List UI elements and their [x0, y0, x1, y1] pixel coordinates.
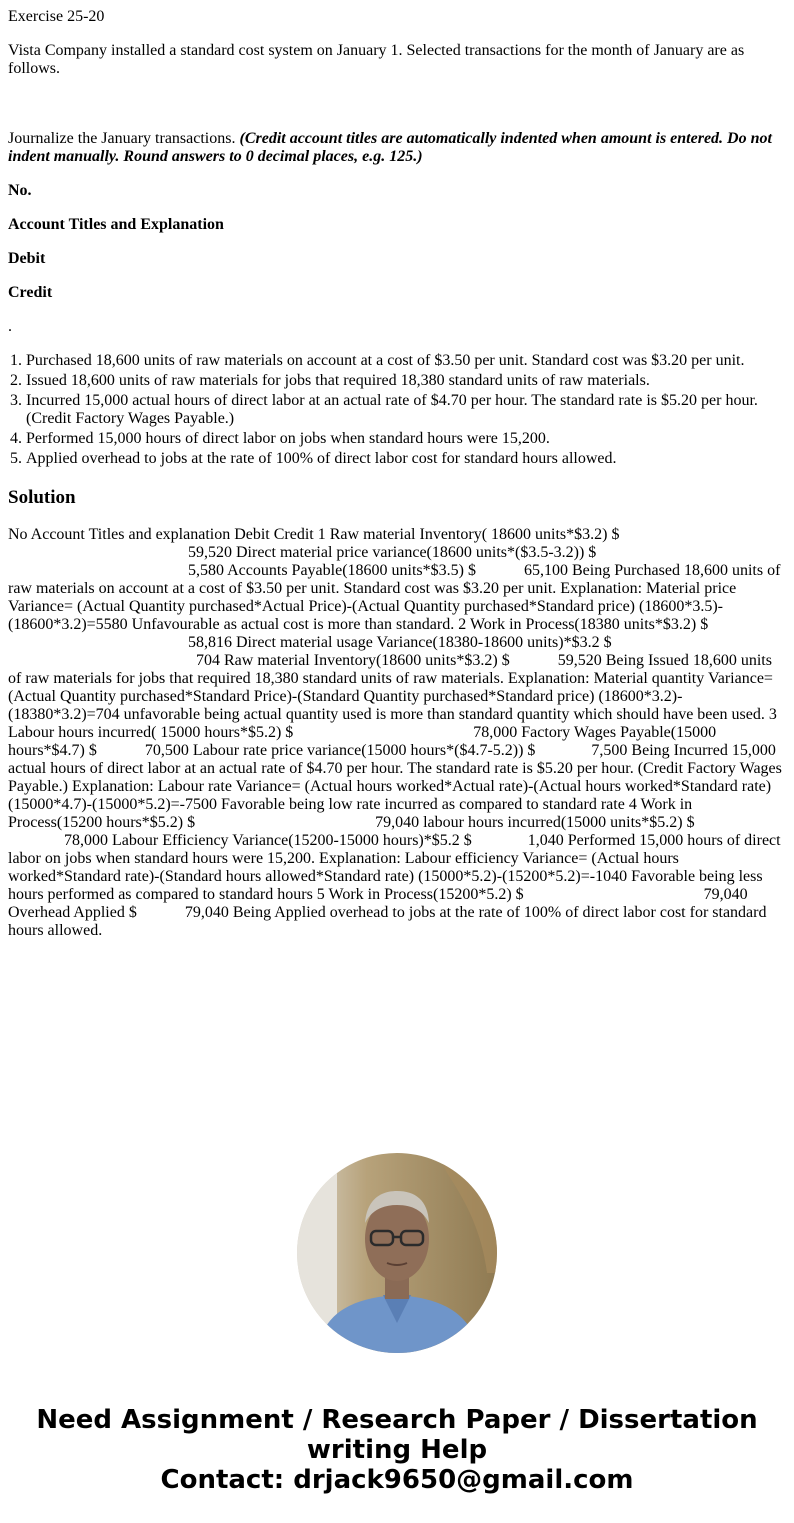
instructions-note: (Credit account titles are automatically indented when amount is entered. Do not indent manually. Round answers to 0 decimal places, e.g. 125.) — [8, 130, 772, 165]
transaction-item: 4. Performed 15,000 hours of direct labor on jobs when standard hours were 15,200. — [26, 430, 786, 448]
instructions — [8, 130, 786, 166]
solution-segment: 59,520 Direct material price variance(18600 units*($3.5-3.2)) $ — [188, 544, 597, 561]
solution-segment: No Account Titles and explanation Debit Credit 1 Raw material Inventory( 18600 units*$3.2) $ — [8, 526, 620, 543]
promo-line-help: Need Assignment / Research Paper / Dissertation writing Help — [36, 1405, 758, 1465]
separator-dot: . — [8, 318, 12, 335]
header-no: No. — [8, 182, 32, 199]
header-debit: Debit — [8, 250, 46, 267]
solution-segment: 58,816 Direct material usage Variance(18380-18600 units)*$3.2 $ — [188, 634, 612, 651]
document-body — [8, 8, 786, 940]
transaction-item: 5. Applied overhead to jobs at the rate of 100% of direct labor cost for standard hours allowed. — [26, 450, 786, 468]
solution-segment: 59,520 Being Issued 18,600 units of raw materials for jobs that required 18,380 standard units of raw materials. Explanation: Material quantity Variance= (Actual Quantity purchased*Standard Price)-(Standard Quantity purchased*Standard price) (18600*3.2)-(18380*3.2)=704 unfavorable being actual quantity used is more than standard quantity which should have been used. 3 Labour hours incurred( 15000 hours*$5.2) $ — [8, 652, 777, 741]
solution-segment: 79,040 Overhead Applied $ — [8, 886, 748, 921]
solution-segment: 79,040 labour hours incurred(15000 units*$5.2) $ — [375, 814, 695, 831]
transaction-list — [8, 352, 786, 468]
solution-segment: 79,040 Being Applied overhead to jobs at the rate of 100% of direct labor cost for standard hours allowed. — [8, 904, 767, 939]
transaction-item: 1. Purchased 18,600 units of raw materials on account at a cost of $3.50 per unit. Standard cost was $3.20 per unit. — [26, 352, 786, 370]
promo-banner — [0, 1405, 794, 1495]
transaction-item: 3. Incurred 15,000 actual hours of direct labor at an actual rate of $4.70 per hour. The standard rate is $5.20 per hour. (Credit Factory Wages Payable.) — [26, 392, 786, 428]
avatar — [297, 1153, 497, 1353]
intro-paragraph: Vista Company installed a standard cost system on January 1. Selected transactions for the month of January are as follows. — [8, 42, 745, 77]
solution-segment: 78,000 Labour Efficiency Variance(15200-15000 hours)*$5.2 $ — [64, 832, 472, 849]
instructions-lead: Journalize the January transactions. — [8, 130, 236, 147]
solution-segment: 704 Raw material Inventory(18600 units*$3.2) $ — [196, 652, 510, 669]
header-credit: Credit — [8, 284, 53, 301]
solution-text — [8, 526, 786, 940]
avatar-portrait — [297, 1153, 497, 1353]
solution-segment: 7,500 Being Incurred 15,000 actual hours of direct labor at an actual rate of $4.70 per hour. The standard rate is $5.20 per hour. (Credit Factory Wages Payable.) Explanation: Labour rate Variance= (Actual hours worked*Actual rate)-(Actual hours worked*Standard rate) (15000*4.7)-(15000*5.2)=-7500 Favorable being low rate incurred as compared to standard rate 4 Work in Process(15200 hours*$5.2) $ — [8, 742, 782, 831]
solution-segment: 65,100 Being Purchased 18,600 units of raw materials on account at a cost of $3.50 per unit. Standard cost was $3.20 per unit. Explanation: Material price Variance= (Actual Quantity purchased*Actual Price)-(Actual Quantity purchased*Standard price) (18600*3.5)-(18600*3.2)=5580 Unfavourable as actual cost is more than standard. 2 Work in Process(18380 units*$3.2) $ — [8, 562, 781, 633]
solution-segment: 78,000 Factory Wages Payable(15000 hours*$4.7) $ — [8, 724, 717, 759]
solution-segment: 70,500 Labour rate price variance(15000 hours*($4.7-5.2)) $ — [144, 742, 536, 759]
promo-line-contact: Contact: drjack9650@gmail.com — [160, 1465, 634, 1495]
header-account: Account Titles and Explanation — [8, 216, 224, 233]
solution-heading: Solution — [8, 487, 76, 508]
exercise-title: Exercise 25-20 — [8, 8, 105, 25]
transaction-item: 2. Issued 18,600 units of raw materials for jobs that required 18,380 standard units of raw materials. — [26, 372, 786, 390]
solution-segment: 1,040 Performed 15,000 hours of direct labor on jobs when standard hours were 15,200. Explanation: Labour efficiency Variance= (Actual hours worked*Standard rate)-(Standard hours allowed*Standard rate) (15000*5.2)-(15200*5.2)=-1040 Favorable being less hours performed as compared to standard hours 5 Work in Process(15200*5.2) $ — [8, 832, 781, 903]
solution-segment: 5,580 Accounts Payable(18600 units*$3.5) $ — [188, 562, 476, 579]
